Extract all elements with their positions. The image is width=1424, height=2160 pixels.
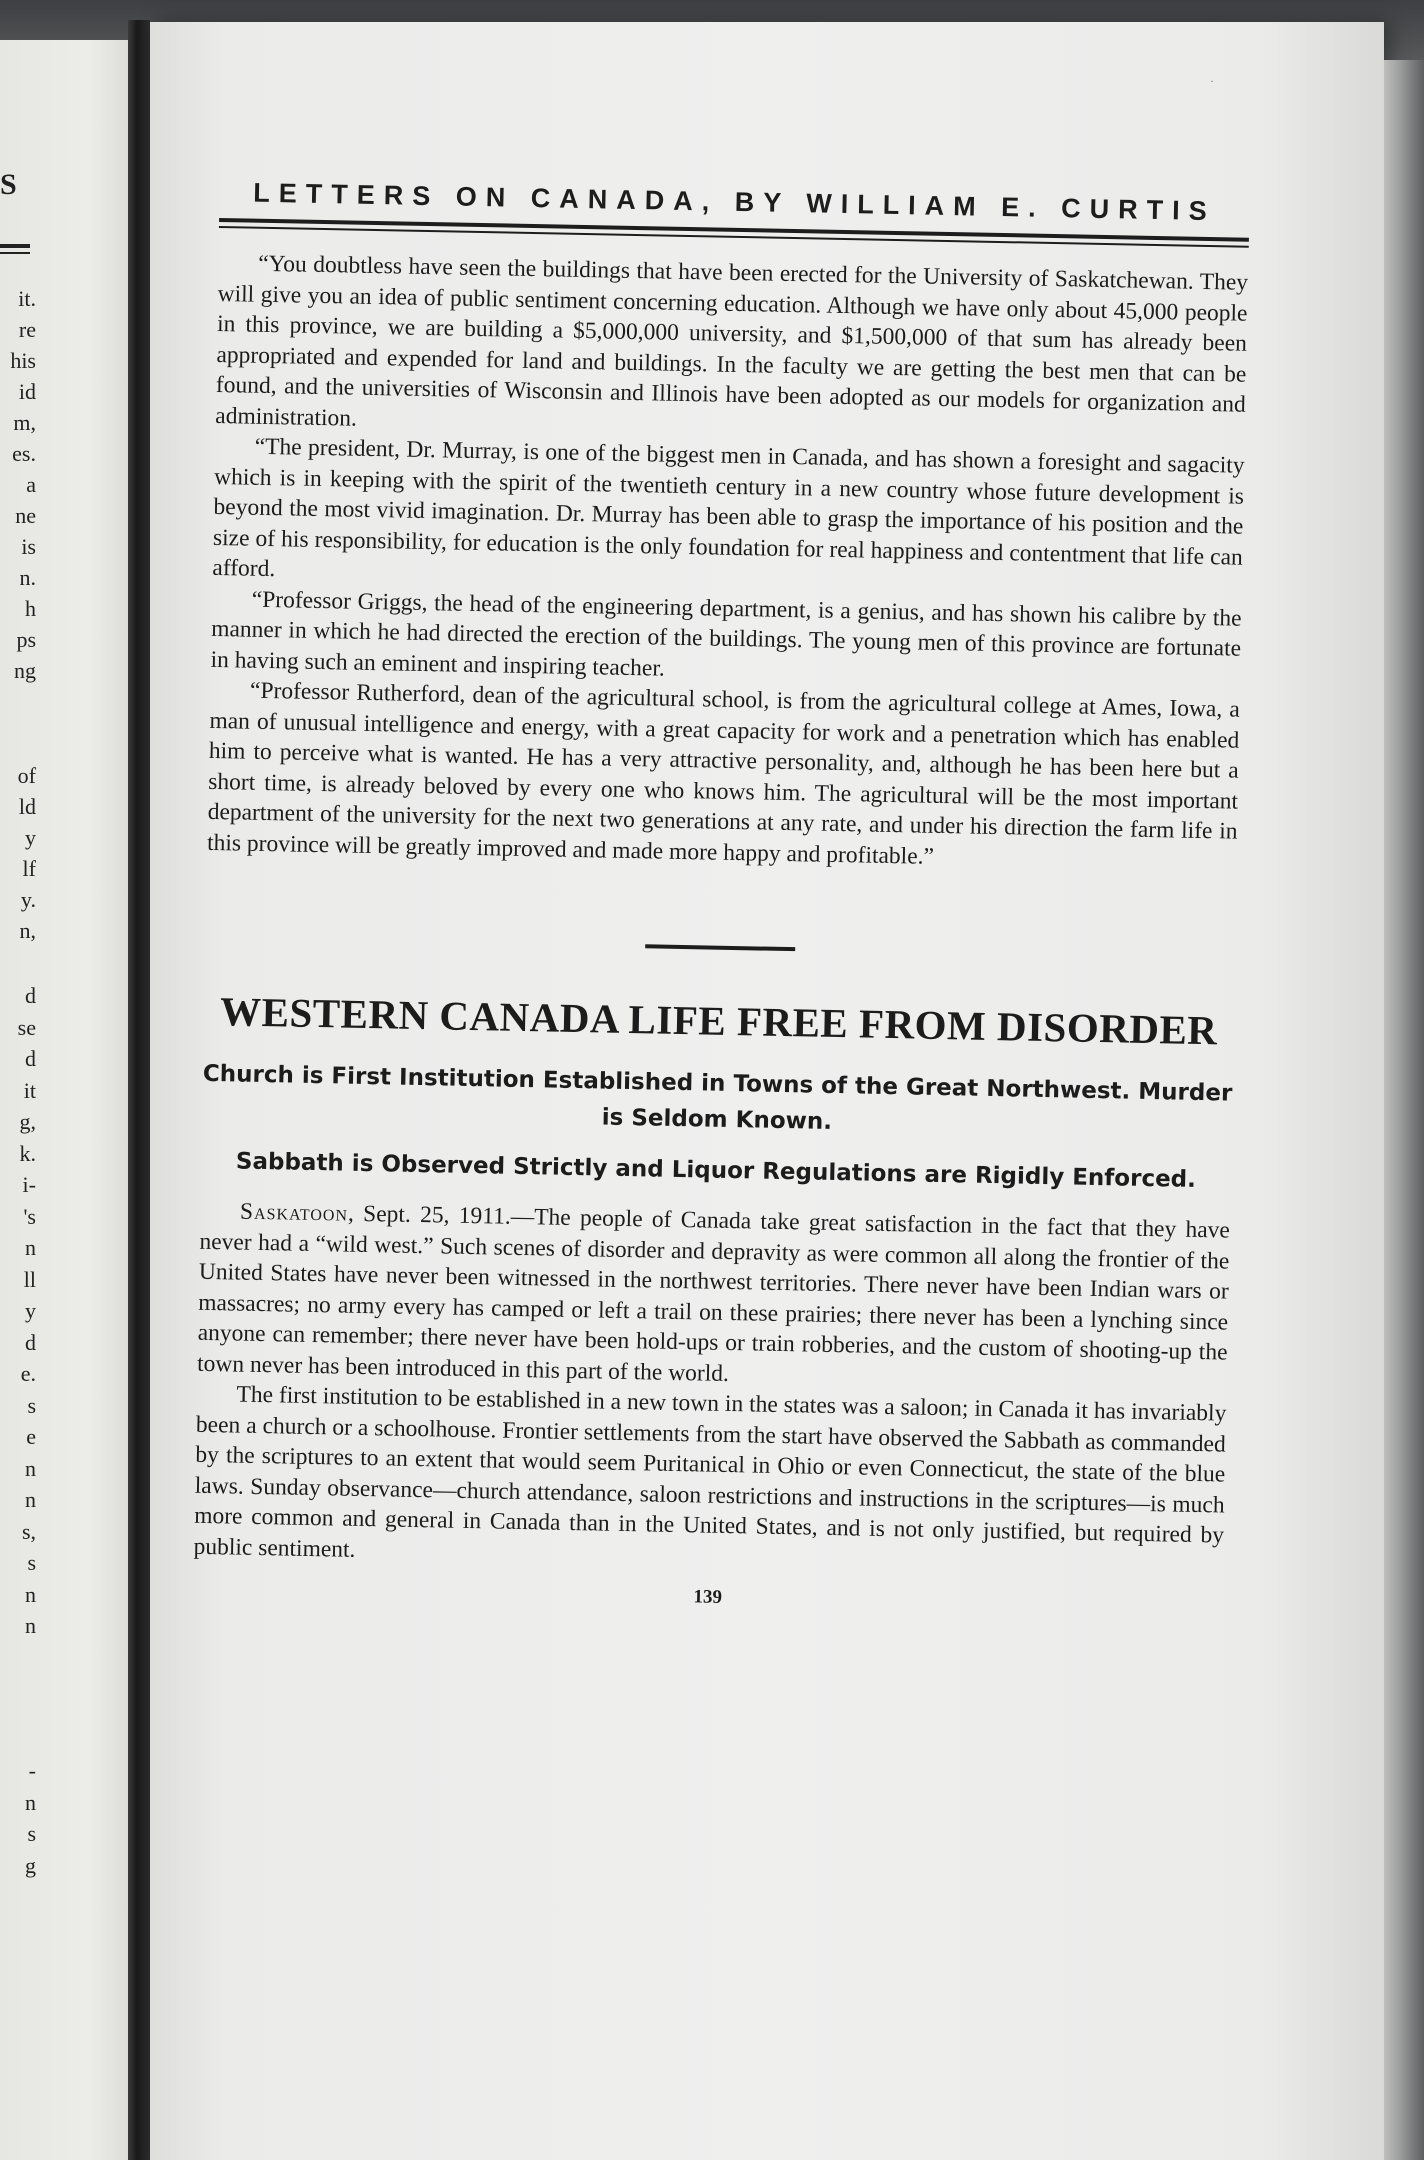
page-content (193, 172, 1250, 1620)
facing-page-line-fragment: it. (18, 286, 36, 311)
facing-page-line-fragment: i- (22, 1172, 36, 1197)
section-separator (645, 944, 795, 951)
facing-page-line-fragment: e. (20, 1361, 36, 1386)
facing-page-line-fragment: it (23, 1077, 36, 1103)
book-binding-gutter (128, 20, 150, 2160)
facing-page-line-fragment: es. (12, 441, 36, 466)
page-number: 139 (693, 1586, 723, 1608)
facing-page-line-fragment: 's (23, 1203, 36, 1229)
paragraph: “Professor Rutherford, dean of the agricultural school, is from the agricultural college at Ames, Iowa, a man of unusual intelligence and energy, with a great capacity for work and a penetration which has enabled him to perceive what is wanted. He has a very attractive personality, and, although he has been here but a short time, is already beloved by every one who knows him. The agricultural will be the most important department of the university for the next two generations at any rate, and under his direction the farm life in this province will be greatly improved and made more happy and profitable.” (206, 677, 1241, 870)
article-subheadline: Church is First Institution Established in Towns of the Great Northwest. Murder is Seldom Known. (202, 1060, 1233, 1135)
facing-page-line-fragment: d (25, 983, 36, 1008)
facing-page-line-fragment: s (27, 1550, 36, 1575)
facing-page-line-fragment: m, (13, 410, 36, 435)
paragraph: “The president, Dr. Murray, is one of the biggest men in Canada, and has shown a foresight and sagacity which is in keeping with the spirit of the twentieth century in a new country whose future development is beyond the most vivid imagination. Dr. Murray has been able to grasp the importance of his position and the size of his responsibility, for education is the only foundation for real happiness and contentment that life can afford. (212, 433, 1245, 583)
facing-page-line-fragment: e (26, 1424, 36, 1449)
paragraph: “You doubtless have seen the buildings that have been erected for the University of Saskatchewan. They will give you an idea of public sentiment concerning education. Although we have only about 45,000 people in this province, we are building a $5,000,000 university, and $1,500,000 of that sum has already been appropriated and expended for land and buildings. In the faculty we are getting the best men that can be found, and the universities of Wisconsin and Illinois have been adopted as our models for organization and administration. (215, 250, 1249, 432)
facing-page-line-fragment: d (25, 1046, 36, 1071)
facing-page-line-fragment: n (25, 1789, 36, 1815)
facing-page-line-fragment: y. (20, 887, 36, 912)
facing-page-line-fragment: is (21, 534, 36, 559)
dateline: Saskatoon (239, 1198, 349, 1227)
facing-page-line-fragment: n (25, 1455, 36, 1481)
facing-page-line-fragment: se (17, 1014, 36, 1040)
facing-page-header-fragment: S (0, 168, 21, 201)
facing-page-line-fragment: s (27, 1392, 36, 1418)
facing-page-line-fragment: n (25, 1613, 36, 1638)
facing-page-line-fragment: ld (18, 794, 36, 819)
facing-page-line-fragment: ps (16, 627, 36, 652)
scan-speck: · (1210, 74, 1214, 88)
paragraph-text: , Sept. 25, 1911.—The people of Canada take great satisfaction in the fact that they have never had a “wild west.” Such scenes of disorder and depravity as were common all along the frontier of the United States have never been witnessed in the northwest territories. There never have been Indian wars or massacres; no army every has camped or left a trail on these prairies; there never has been a lynching since anyone can remember; there never have been hold-ups or train robberies, and the custom of shooting-up the town never has been introduced in this part of the world. (196, 1200, 1231, 1387)
article-headline: WESTERN CANADA LIFE FREE FROM DISORDER (219, 988, 1218, 1054)
facing-page-line-fragment: n, (19, 918, 36, 943)
book-page (150, 22, 1384, 2160)
facing-page-line-fragment: - (28, 1758, 36, 1783)
quoted-letter (207, 248, 1249, 878)
paragraph: “Professor Griggs, the head of the engineering department, is a genius, and has shown his calibre by the manner in which he had directed the erection of the buildings. The young men of this province are fortunate in having such an eminent and inspiring teacher. (210, 586, 1242, 682)
facing-page-line-fragment: of (17, 763, 36, 788)
article-subheadline-secondary: Sabbath is Observed Strictly and Liquor Regulations are Rigidly Enforced. (235, 1148, 1197, 1193)
facing-page-line-fragment: id (18, 379, 36, 404)
page-edge-shadow (1384, 60, 1424, 2160)
facing-page-line-fragment: n (25, 1487, 36, 1512)
paragraph: The first institution to be established in a new town in the states was a saloon; in Canada it has invariably been a church or a schoolhouse. Frontier settlements from the start have observed the Sabbath as commanded by the scriptures to an extent that would seem Puritanical in Ohio or even Connecticut, the state of the blue laws. Sunday observance—church attendance, saloon restrictions and instructions in the scriptures—is much more common and general in Canada than in the United States, and is not only justified, but required by public sentiment. (193, 1381, 1227, 1563)
facing-page-line-fragment: d (25, 1329, 36, 1355)
facing-page-line-fragment: ne (15, 503, 36, 528)
facing-page-left (0, 40, 128, 2160)
paragraph (197, 1196, 1230, 1399)
facing-page-line-fragment: ll (23, 1266, 36, 1292)
facing-page-line-fragment: n. (19, 565, 36, 590)
facing-page-line-fragment: his (10, 348, 36, 373)
facing-page-rule (0, 252, 30, 254)
facing-page-line-fragment: n (25, 1581, 36, 1607)
facing-page-line-fragment: g, (19, 1109, 36, 1134)
facing-page-rule (0, 244, 30, 248)
facing-page-line-fragment: lf (22, 856, 36, 881)
running-head: LETTERS ON CANADA, BY WILLIAM E. CURTIS (253, 177, 1216, 227)
facing-page-line-fragment: n (25, 1235, 36, 1260)
facing-page-line-fragment: re (18, 317, 36, 342)
facing-page-line-fragment: y (25, 825, 36, 850)
article-body (193, 1196, 1230, 1582)
facing-page-line-fragment: ng (14, 658, 36, 683)
facing-page-line-fragment: s, (21, 1518, 36, 1544)
facing-page-line-fragment: a (26, 472, 36, 497)
facing-page-line-fragment: s (27, 1821, 36, 1846)
facing-page-line-fragment: g (25, 1852, 36, 1878)
facing-page-line-fragment: k. (19, 1140, 36, 1166)
facing-page-line-fragment: y (25, 1298, 36, 1323)
facing-page-line-fragment: h (25, 596, 36, 621)
